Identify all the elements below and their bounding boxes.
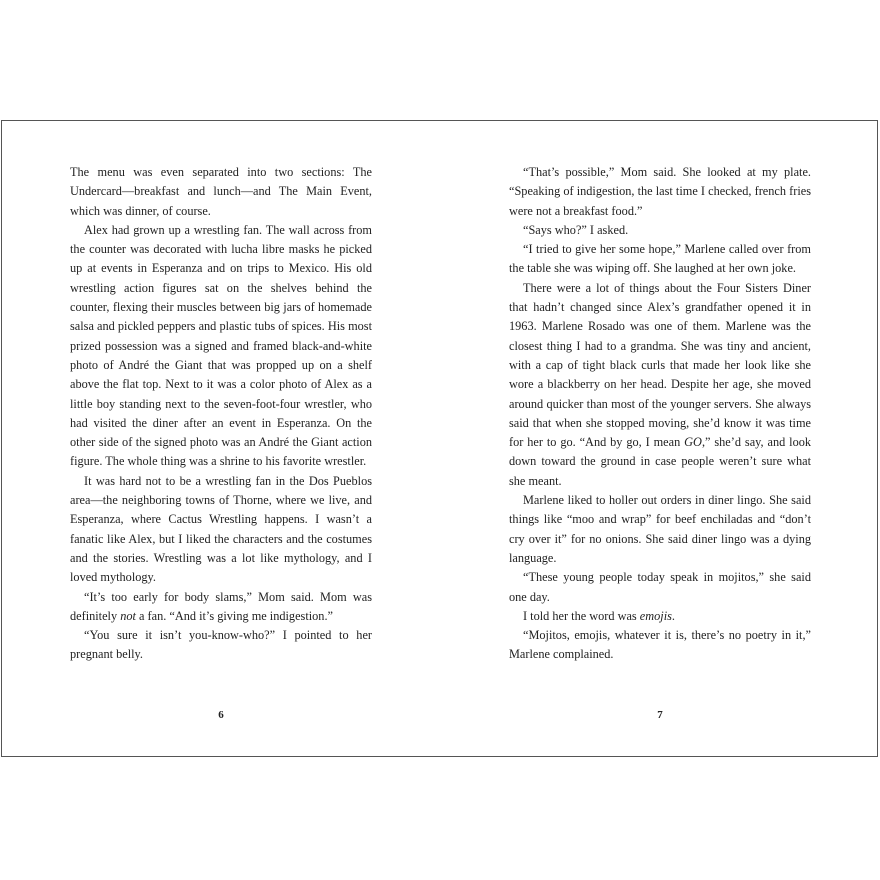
paragraph <box>509 279 811 491</box>
paragraph <box>70 588 372 627</box>
page-number: 7 <box>657 709 663 721</box>
emphasis: GO <box>684 435 702 450</box>
paragraph: It was hard not to be a wrestling fan in the Dos Pueblos area—the neighboring towns of Thorne, where we live, and Esperanza, where Cactus Wrestling happens. I wasn’t a fanatic like Alex, but I liked the characters and the costumes and the stories. Wrestling was a lot like mythology, and I loved mythology. <box>70 473 372 585</box>
paragraph: “These young people today speak in mojitos,” she said one day. <box>509 570 811 604</box>
page-number: 6 <box>218 709 224 721</box>
paragraph: “Mojitos, emojis, whatever it is, there’s no poetry in it,” Marlene complained. <box>509 628 811 662</box>
paragraph: “That’s possible,” Mom said. She looked at my plate. “Speaking of indigestion, the last time I checked, french fries were not a breakfast food.” <box>509 165 811 218</box>
paragraph: Marlene liked to holler out orders in diner lingo. She said things like “moo and wrap” for beef enchiladas and “don’t cry over it” for no onions. She said diner lingo was a dying language. <box>509 493 811 565</box>
book-spread <box>1 120 878 757</box>
left-page-text <box>70 163 372 665</box>
text-run: . <box>671 608 675 623</box>
emphasis: not <box>120 608 136 623</box>
text-run: “It’s too early for body slams,” Mom said. Mom was definitely <box>70 589 372 623</box>
paragraph: “You sure it isn’t you-know-who?” I pointed to her pregnant belly. <box>70 628 372 662</box>
emphasis: emojis <box>639 608 672 623</box>
text-run: I told her the word was <box>523 608 640 623</box>
paragraph <box>509 607 811 626</box>
paragraph: “I tried to give her some hope,” Marlene called over from the table she was wiping off. She laughed at her own joke. <box>509 242 811 276</box>
paragraph: Alex had grown up a wrestling fan. The wall across from the counter was decorated with lucha libre masks he picked up at events in Esperanza and on trips to Mexico. His old wrestling action figures sat on the shelves behind the counter, flexing their muscles between big jars of homemade salsa and pickled peppers and plastic tubs of spices. His most prized possession was a signed and framed black-and-white photo of André the Giant that was propped up on a shelf above the flat top. Next to it was a color photo of Alex as a little boy standing next to the seven-foot-four wrestler, who had visited the diner after an event in Esperanza. On the other side of the signed photo was an André the Giant action figure. The whole thing was a shrine to his favorite wrestler. <box>70 222 372 469</box>
paragraph: The menu was even separated into two sections: The Undercard—breakfast and lunch—and The Main Event, which was dinner, of course. <box>70 165 372 218</box>
text-run: a fan. “And it’s giving me indigestion.” <box>135 608 333 623</box>
text-run: ,” she’d say, and look down toward the ground in case people weren’t sure what she meant. <box>509 435 812 488</box>
text-run: There were a lot of things about the Four Sisters Diner that hadn’t changed since Alex’s grandfather opened it in 1963. Marlene Rosado was one of them. Marlene was the closest thing I had to a grandma. She was tiny and ancient, with a cap of tight black curls that made her look like she wore a blackberry on her head. Despite her age, she moved around quicker than most of the younger servers. She always said that when she stopped moving, she’d know it was time for her to go. “And by go, I mean <box>509 280 811 450</box>
right-page-text <box>509 163 811 665</box>
paragraph: “Says who?” I asked. <box>523 222 629 237</box>
